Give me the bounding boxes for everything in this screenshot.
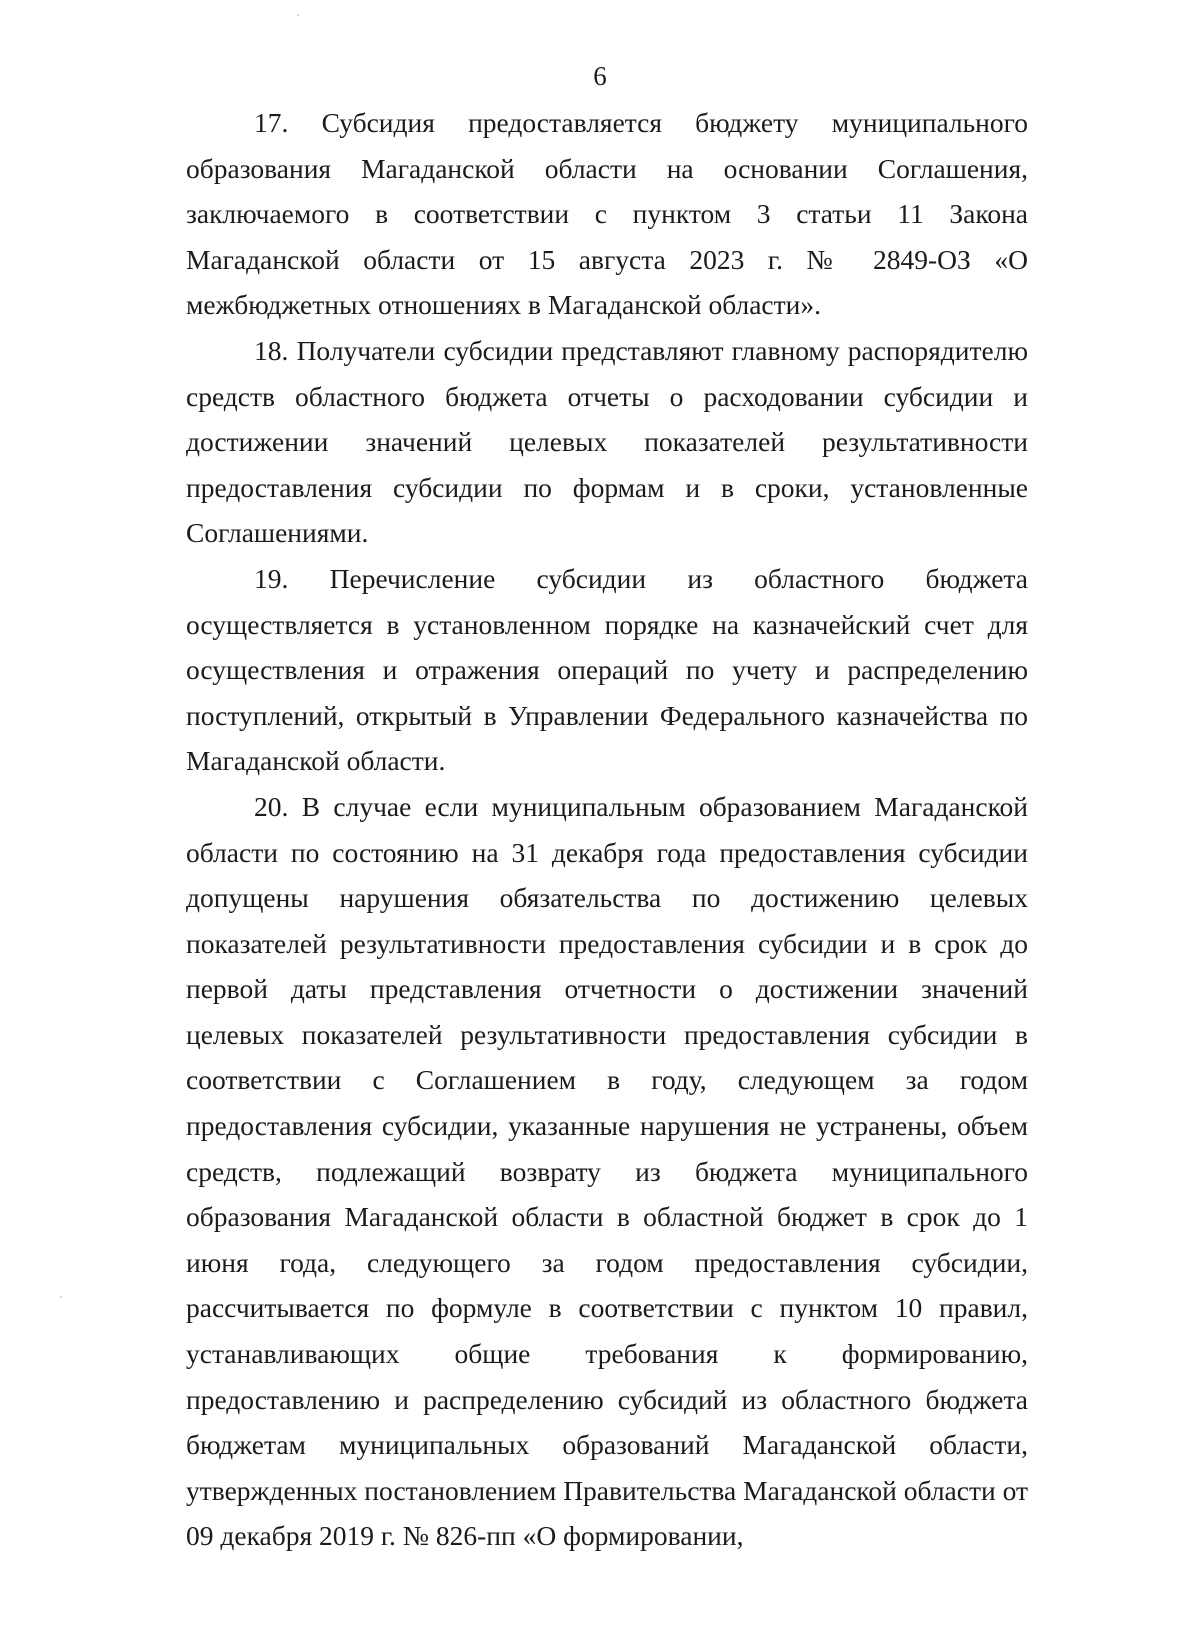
paragraph-19: 19. Перечисление субсидии из областного бюджета осуществляется в установленном порядке на казначейский счет для осуществления и отражения операций по учету и распределению поступлений, открытый в Управлении Федерального казначейства по Магаданской области. xyxy=(186,562,1028,777)
scan-speck xyxy=(60,1296,62,1298)
paragraph-17: 17. Субсидия предоставляется бюджету муниципального образования Магаданской области на основании Соглашения, заключаемого в соответствии с пунктом 3 статьи 11 Закона Магаданской области от 15 августа 2023 г. № 2849-ОЗ «О межбюджетных отношениях в Магаданской области». xyxy=(186,107,1028,321)
document-body xyxy=(186,100,1028,1559)
paragraph-20: 20. В случае если муниципальным образованием Магаданской области по состоянию на 31 декабря года предоставления субсидии допущены нарушения обязательства по достижению целевых показателей результативности предоставления субсидии и в срок до первой даты представления отчетности о достижении значений целевых показателей результативности предоставления субсидии в соответствии с Соглашением в году, следующем за годом предоставления субсидии, указанные нарушения не устранены, объем средств, подлежащий возврату из бюджета муниципального образования Магаданской области в областной бюджет в срок до 1 июня года, следующего за годом предоставления субсидии, рассчитывается по формуле в соответствии с пунктом 10 правил, устанавливающих общие требования к формированию, предоставлению и распределению субсидий из областного бюджета бюджетам муниципальных образований Магаданской области, утвержденных постановлением Правительства Магаданской области от 09 декабря 2019 г. № 826-пп «О формировании, xyxy=(186,790,1028,1552)
paragraph-18: 18. Получатели субсидии представляют главному распорядителю средств областного бюджета отчеты о расходовании субсидии и достижении значений целевых показателей результативности предоставления субсидии по формам и в сроки, установленные Соглашениями. xyxy=(186,334,1028,549)
page-number: 6 xyxy=(593,61,607,91)
scan-speck xyxy=(297,14,299,16)
